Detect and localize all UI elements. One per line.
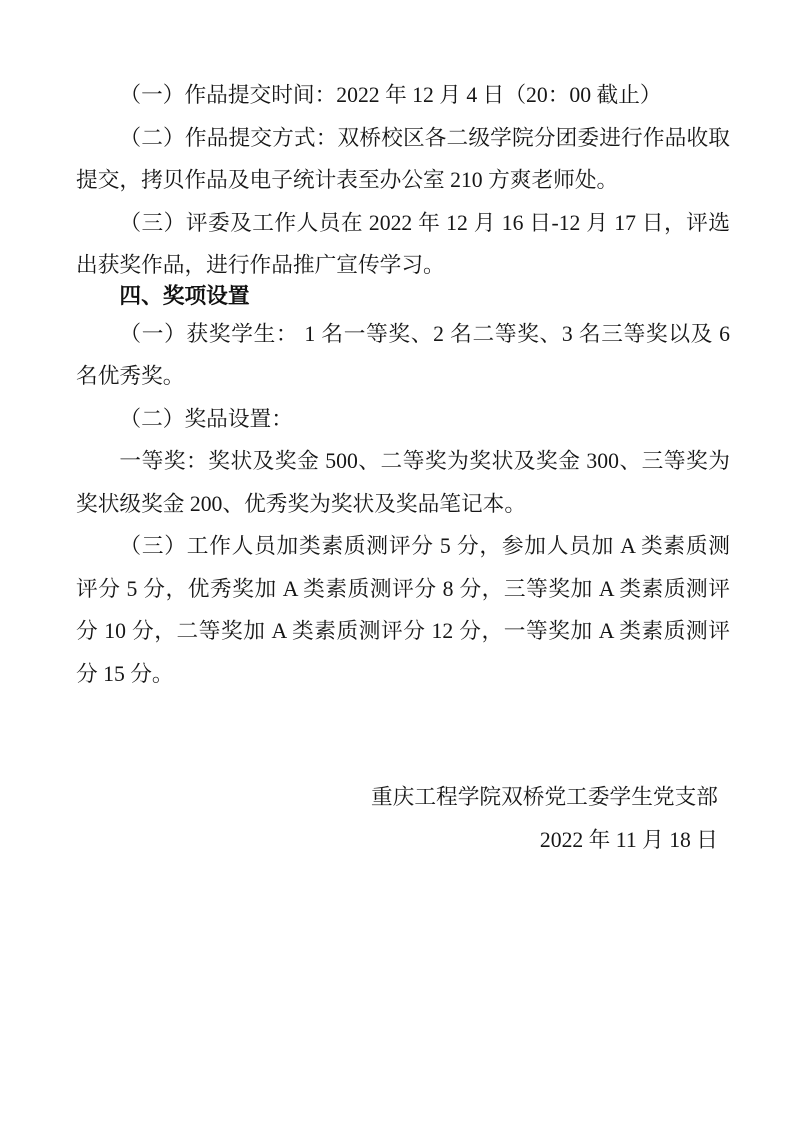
paragraph: （二）奖品设置： [119,406,293,431]
paragraph: （三）工作人员加类素质测评分 5 分，参加人员加 A 类素质测评分 5 分，优秀奖加 A 类素质测评分 8 分，三等奖加 A 类素质测评分 10 分，二等奖加 A 类素质测评分 12 分，一等奖加 A 类素质测评分 15 分。 [76,534,730,686]
signature-org: 重庆工程学院双桥党工委学生党支部 [370,785,718,809]
paragraph: （一）作品提交时间：2022 年 12 月 4 日（20：00 截止） [119,83,662,107]
paragraph: 一等奖：奖状及奖金 500、二等奖为奖状及奖金 300、三等奖为奖状级奖金 200、优秀奖为奖状及奖品笔记本。 [76,449,730,516]
paragraph-list [76,74,730,695]
signature-block [76,776,730,861]
paragraph: 四、奖项设置 [119,282,250,308]
paragraph: （一）获奖学生： 1 名一等奖、2 名二等奖、3 名三等奖以及 6 名优秀奖。 [76,321,730,388]
signature-date: 2022 年 11 月 18 日 [539,827,718,852]
document-body [76,74,730,861]
paragraph: （三）评委及工作人员在 2022 年 12 月 16 日-12 月 17 日，评选出获奖作品，进行作品推广宣传学习。 [76,210,730,277]
paragraph: （二）作品提交方式：双桥校区各二级学院分团委进行作品收取提交，拷贝作品及电子统计表至办公室 210 方爽老师处。 [76,125,730,192]
